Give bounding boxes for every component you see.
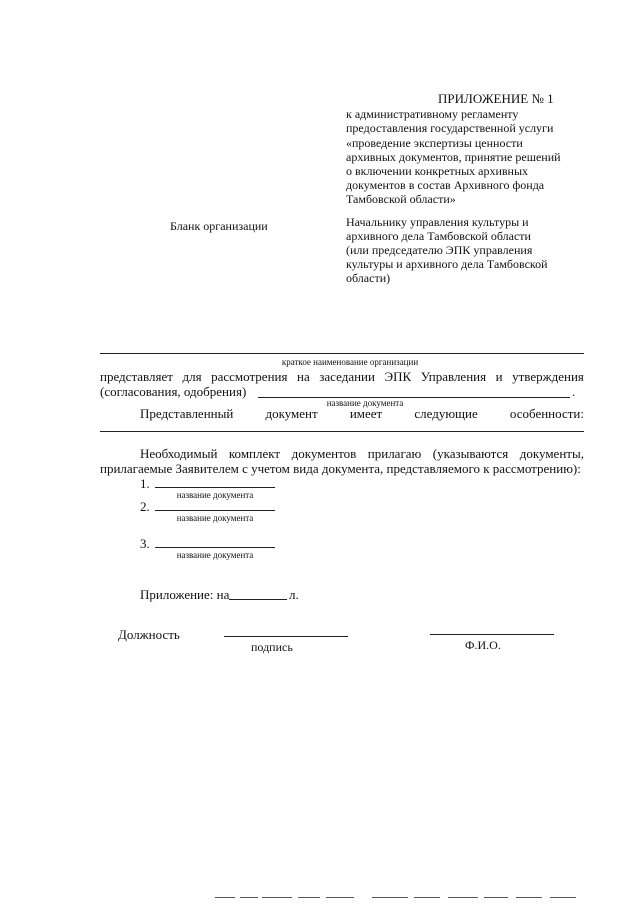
doc-list-number: 3. [140,536,150,551]
request-word: представляет [100,369,173,384]
attached-word: (указываются [432,446,509,461]
features-word: имеет [349,406,383,421]
scan-artifact [414,897,440,898]
features-word: особенности: [509,406,584,421]
request-period: . [572,384,576,399]
request-word: Управления [420,369,487,384]
enclosure-pages-line [229,599,287,600]
addressee-line: области) [346,271,391,285]
appendix-line: предоставления государственной услуги [346,121,554,135]
features-word: документ [265,406,318,421]
enclosure-prefix: Приложение: на [140,587,230,602]
attached-word: комплект [228,446,281,461]
request-word: рассмотрения [211,369,288,384]
appendix-title: ПРИЛОЖЕНИЕ № 1 [438,91,554,106]
appendix-line: архивных документов, принятие решений [346,150,561,164]
scan-artifact [215,897,235,898]
appendix-line: Тамбовской области» [346,192,456,206]
request-word: и [495,369,503,384]
doc-list-caption: название документа [176,490,254,500]
attached-word: документов [291,446,357,461]
org-name-line [100,353,584,354]
appendix-line: документов в состав Архивного фонда [346,178,545,192]
appendix-line: к административному регламенту [346,107,519,121]
enclosure-suffix: л. [289,587,299,602]
attached-line-2: прилагаемые Заявителем с учетом вида документа, представляемого к рассмотрению): [100,461,581,476]
full-name-caption: Ф.И.О. [465,638,501,652]
scan-artifact [448,897,478,898]
request-word: на [297,369,310,384]
attached-word: прилагаю [367,446,422,461]
doc-list-line [155,547,275,548]
signature-caption: подпись [251,640,293,654]
document-name-caption: название документа [326,398,404,408]
features-word: следующие [414,406,478,421]
scan-artifact [240,897,258,898]
position-label: Должность [118,627,180,642]
attached-word: Необходимый [140,446,218,461]
scan-artifact [516,897,542,898]
org-name-caption: краткое наименование организации [281,357,419,367]
doc-list-line [155,487,275,488]
scan-artifact [326,897,354,898]
request-word: заседании [319,369,375,384]
request-word: ЭПК [384,369,412,384]
appendix-line: «проведение экспертизы ценности [346,136,523,150]
request-word: утверждения [512,369,584,384]
doc-list-line [155,510,275,511]
addressee-line: (или председателю ЭПК управления [346,243,533,257]
appendix-line: о включении конкретных архивных [346,164,529,178]
attached-word: документы, [519,446,584,461]
attached-line-1 [140,446,584,461]
features-line [140,406,584,421]
request-word: для [182,369,202,384]
doc-list-number: 2. [140,499,150,514]
scan-artifact [484,897,508,898]
blank-label: Бланк организации [170,219,268,233]
scan-artifact [298,897,320,898]
addressee-line: Начальнику управления культуры и [346,215,529,229]
request-line-1 [100,369,584,384]
scan-artifact [262,897,292,898]
signature-line [224,636,348,637]
request-line-2: (согласования, одобрения) [100,384,247,399]
doc-list-caption: название документа [176,513,254,523]
addressee-line: архивного дела Тамбовской области [346,229,531,243]
scan-artifact [372,897,408,898]
scan-artifact [550,897,576,898]
doc-list-caption: название документа [176,550,254,560]
features-fill-line [100,431,584,432]
addressee-line: культуры и архивного дела Тамбовской [346,257,548,271]
features-word: Представленный [140,406,234,421]
doc-list-number: 1. [140,476,150,491]
full-name-line [430,634,554,635]
